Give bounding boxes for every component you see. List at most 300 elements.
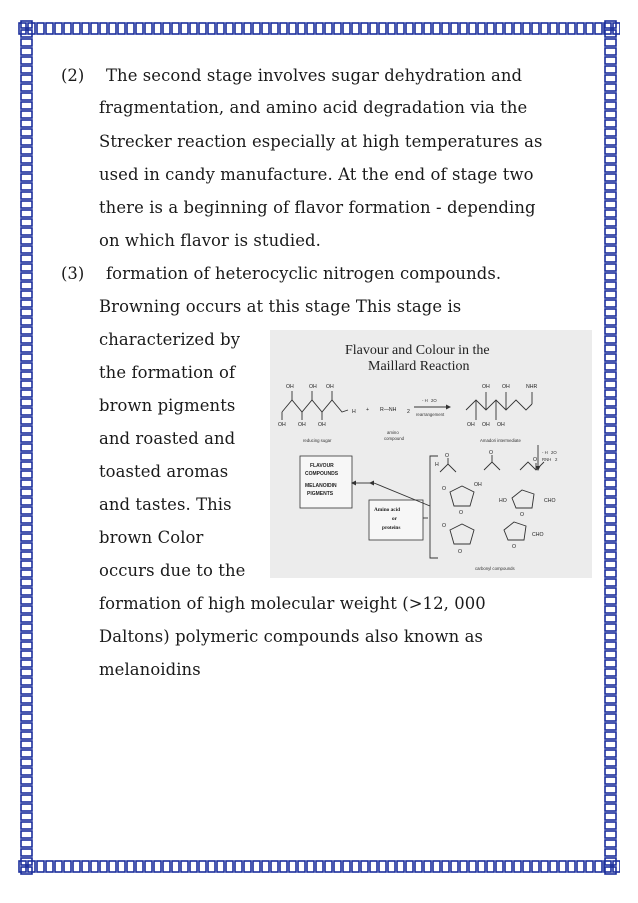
- border-chain-link: [21, 723, 32, 730]
- border-chain-link: [605, 687, 616, 694]
- border-chain-link: [605, 615, 616, 622]
- border-chain-link: [208, 861, 215, 872]
- svg-text:proteins: proteins: [382, 525, 401, 531]
- amino-acid-box: [369, 500, 428, 540]
- page-border-bottom: [18, 858, 620, 876]
- border-chain-link: [55, 23, 62, 34]
- border-chain-link: [21, 777, 32, 784]
- border-chain-link: [550, 23, 557, 34]
- border-chain-link: [21, 732, 32, 739]
- border-chain-link: [226, 23, 233, 34]
- border-chain-link: [21, 705, 32, 712]
- border-chain-link: [605, 606, 616, 613]
- border-chain-link: [21, 30, 32, 37]
- furfural-ring: [512, 490, 534, 508]
- svg-text:O: O: [459, 510, 464, 516]
- border-chain-link: [21, 660, 32, 667]
- border-chain-link: [21, 435, 32, 442]
- border-chain-link: [21, 615, 32, 622]
- border-chain-link: [21, 255, 32, 262]
- border-chain-link: [136, 861, 143, 872]
- border-chain-link: [271, 23, 278, 34]
- border-chain-link: [271, 861, 278, 872]
- border-chain-link: [541, 861, 548, 872]
- border-chain-link: [217, 861, 224, 872]
- border-chain-link: [21, 750, 32, 757]
- border-chain-link: [127, 23, 134, 34]
- border-chain-link: [64, 23, 71, 34]
- border-chain-link: [605, 174, 616, 181]
- border-chain-link: [605, 561, 616, 568]
- svg-text:O: O: [520, 512, 525, 518]
- border-chain-link: [21, 201, 32, 208]
- border-chain-link: [379, 23, 386, 34]
- border-chain-link: [82, 861, 89, 872]
- border-chain-link: [605, 678, 616, 685]
- border-chain-link: [136, 23, 143, 34]
- border-chain-link: [605, 570, 616, 577]
- border-chain-link: [406, 861, 413, 872]
- svg-text:- H: - H: [542, 450, 548, 455]
- border-chain-link: [397, 23, 404, 34]
- paragraph-line: there is a beginning of flavor formation - depending: [99, 198, 536, 217]
- border-chain-link: [605, 597, 616, 604]
- border-chain-link: [595, 23, 602, 34]
- border-chain-link: [605, 498, 616, 505]
- border-chain-link: [605, 183, 616, 190]
- border-chain-link: [73, 861, 80, 872]
- reducing-sugar-structure: [278, 384, 369, 443]
- border-chain-link: [21, 516, 32, 523]
- paragraph-line: formation of high molecular weight (>12, 000: [99, 594, 486, 613]
- border-chain-link: [172, 23, 179, 34]
- border-chain-link: [21, 786, 32, 793]
- border-chain-link: [605, 507, 616, 514]
- border-chain-link: [21, 174, 32, 181]
- border-chain-link: [334, 23, 341, 34]
- border-chain-link: [388, 23, 395, 34]
- border-chain-link: [21, 354, 32, 361]
- border-chain-link: [496, 861, 503, 872]
- border-chain-link: [451, 23, 458, 34]
- border-chain-link: [361, 23, 368, 34]
- border-chain-link: [21, 822, 32, 829]
- border-chain-link: [605, 435, 616, 442]
- border-chain-link: [605, 867, 616, 874]
- reducing-sugar-label: reducing sugar: [303, 438, 332, 443]
- paragraph-line: and roasted and: [99, 429, 236, 448]
- border-chain-link: [163, 861, 170, 872]
- border-chain-link: [605, 462, 616, 469]
- border-chain-link: [21, 93, 32, 100]
- border-chain-link: [605, 552, 616, 559]
- svg-text:HO: HO: [499, 498, 507, 504]
- border-chain-link: [605, 822, 616, 829]
- amadori-intermediate-structure: [466, 384, 537, 443]
- border-chain-link: [343, 23, 350, 34]
- h-label: H: [352, 409, 356, 415]
- border-chain-link: [605, 354, 616, 361]
- border-chain-link: [21, 597, 32, 604]
- border-chain-link: [21, 336, 32, 343]
- border-chain-link: [280, 861, 287, 872]
- border-chain-link: [262, 23, 269, 34]
- border-chain-link: [21, 543, 32, 550]
- border-chain-link: [605, 471, 616, 478]
- svg-text:OH: OH: [502, 384, 510, 390]
- border-chain-link: [21, 102, 32, 109]
- border-chain-link: [605, 201, 616, 208]
- svg-text:O: O: [458, 549, 463, 555]
- svg-text:CHO: CHO: [544, 498, 556, 504]
- svg-text:2O: 2O: [431, 398, 437, 403]
- border-chain-link: [145, 23, 152, 34]
- border-chain-link: [605, 741, 616, 748]
- border-chain-link: [235, 861, 242, 872]
- border-chain-link: [21, 462, 32, 469]
- furan-ring: [504, 522, 526, 540]
- border-chain-link: [21, 606, 32, 613]
- border-chain-link: [379, 861, 386, 872]
- border-chain-link: [568, 23, 575, 34]
- border-chain-link: [21, 804, 32, 811]
- page-border-right: [602, 20, 620, 876]
- border-chain-link: [21, 57, 32, 64]
- sugar-chain-bond: [282, 400, 348, 412]
- border-chain-link: [21, 156, 32, 163]
- border-chain-link: [496, 23, 503, 34]
- border-chain-link: [559, 23, 566, 34]
- border-chain-link: [605, 165, 616, 172]
- border-chain-link: [64, 861, 71, 872]
- border-chain-link: [21, 489, 32, 496]
- border-chain-link: [605, 237, 616, 244]
- border-chain-link: [21, 768, 32, 775]
- oh-label: OH: [318, 422, 326, 428]
- border-chain-link: [21, 579, 32, 586]
- border-chain-link: [415, 861, 422, 872]
- border-chain-link: [37, 23, 44, 34]
- oh-label: OH: [326, 384, 334, 390]
- border-chain-link: [21, 273, 32, 280]
- border-chain-link: [21, 633, 32, 640]
- border-chain-link: [316, 23, 323, 34]
- border-chain-link: [605, 120, 616, 127]
- paragraph-line: brown pigments: [99, 396, 236, 415]
- border-chain-link: [118, 861, 125, 872]
- svg-text:NHR: NHR: [526, 384, 538, 390]
- border-chain-link: [605, 282, 616, 289]
- svg-text:rearrangement: rearrangement: [416, 412, 445, 417]
- border-chain-link: [605, 516, 616, 523]
- border-chain-link: [21, 831, 32, 838]
- svg-text:COMPOUNDS: COMPOUNDS: [305, 471, 339, 477]
- border-chain-link: [109, 861, 116, 872]
- border-chain-link: [605, 777, 616, 784]
- border-chain-link: [21, 678, 32, 685]
- border-chain-link: [289, 23, 296, 34]
- border-chain-link: [586, 23, 593, 34]
- border-chain-link: [21, 66, 32, 73]
- svg-text:O: O: [489, 450, 494, 456]
- border-chain-link: [605, 30, 616, 37]
- border-chain-link: [605, 804, 616, 811]
- border-chain-link: [595, 861, 602, 872]
- amino-compound: [380, 407, 410, 441]
- svg-text:O: O: [442, 486, 447, 492]
- border-chain-link: [568, 861, 575, 872]
- border-chain-link: [253, 23, 260, 34]
- border-chain-link: [21, 138, 32, 145]
- border-chain-link: [451, 861, 458, 872]
- border-chain-link: [442, 861, 449, 872]
- border-chain-link: [307, 23, 314, 34]
- border-chain-svg: [18, 20, 36, 876]
- border-chain-link: [226, 861, 233, 872]
- border-chain-link: [577, 23, 584, 34]
- border-chain-link: [370, 861, 377, 872]
- border-chain-link: [605, 228, 616, 235]
- border-chain-link: [325, 861, 332, 872]
- border-chain-link: [244, 861, 251, 872]
- border-chain-link: [433, 23, 440, 34]
- border-chain-link: [21, 759, 32, 766]
- paragraph-line: formation of heterocyclic nitrogen compounds.: [106, 264, 502, 283]
- border-chain-link: [91, 23, 98, 34]
- border-chain-link: [21, 867, 32, 874]
- border-chain-link: [21, 849, 32, 856]
- border-chain-link: [262, 861, 269, 872]
- border-chain-link: [605, 759, 616, 766]
- border-chain-link: [21, 408, 32, 415]
- svg-text:OH: OH: [474, 482, 482, 488]
- border-chain-link: [21, 417, 32, 424]
- maillard-reaction-figure: [270, 330, 592, 578]
- border-chain-link: [21, 165, 32, 172]
- border-chain-link: [605, 444, 616, 451]
- border-chain-link: [21, 570, 32, 577]
- border-chain-link: [307, 861, 314, 872]
- border-chain-link: [352, 23, 359, 34]
- border-chain-link: [21, 381, 32, 388]
- furanone-ring: [450, 486, 474, 506]
- border-chain-link: [514, 23, 521, 34]
- border-chain-link: [478, 23, 485, 34]
- paragraph-line: and tastes. This: [99, 495, 232, 514]
- border-chain-link: [505, 861, 512, 872]
- border-chain-link: [605, 399, 616, 406]
- border-chain-link: [605, 48, 616, 55]
- border-chain-link: [145, 861, 152, 872]
- border-chain-link: [605, 327, 616, 334]
- border-chain-link: [605, 705, 616, 712]
- border-chain-link: [21, 345, 32, 352]
- border-chain-link: [21, 264, 32, 271]
- border-chain-link: [253, 861, 260, 872]
- border-chain-link: [21, 480, 32, 487]
- border-chain-link: [21, 624, 32, 631]
- border-chain-link: [442, 23, 449, 34]
- border-chain-link: [21, 858, 32, 865]
- border-chain-link: [21, 39, 32, 46]
- amadori-label: Amadori intermediate: [480, 438, 521, 443]
- border-chain-link: [21, 363, 32, 370]
- border-chain-link: [199, 861, 206, 872]
- border-chain-link: [605, 309, 616, 316]
- carbonyl-structures: [435, 450, 556, 571]
- border-chain-link: [397, 861, 404, 872]
- border-chain-link: [505, 23, 512, 34]
- paragraph-line: The second stage involves sugar dehydration and: [106, 66, 523, 85]
- svg-text:OH: OH: [497, 422, 505, 428]
- border-chain-link: [91, 861, 98, 872]
- border-chain-link: [605, 831, 616, 838]
- border-chain-link: [21, 327, 32, 334]
- border-chain-link: [21, 795, 32, 802]
- border-chain-link: [605, 633, 616, 640]
- border-chain-link: [523, 23, 530, 34]
- border-chain-link: [21, 282, 32, 289]
- border-chain-link: [21, 426, 32, 433]
- border-chain-link: [605, 732, 616, 739]
- paragraph-line: Browning occurs at this stage This stage is: [99, 297, 462, 316]
- border-chain-link: [21, 534, 32, 541]
- border-chain-link: [469, 861, 476, 872]
- svg-text:OH: OH: [467, 422, 475, 428]
- border-chain-svg: [18, 858, 620, 876]
- border-chain-link: [406, 23, 413, 34]
- border-chain-link: [73, 23, 80, 34]
- border-chain-link: [605, 408, 616, 415]
- border-chain-link: [21, 120, 32, 127]
- border-chain-link: [21, 147, 32, 154]
- border-chain-link: [605, 66, 616, 73]
- border-chain-link: [361, 861, 368, 872]
- border-chain-link: [244, 23, 251, 34]
- border-chain-link: [163, 23, 170, 34]
- border-chain-link: [46, 861, 53, 872]
- border-chain-link: [433, 861, 440, 872]
- border-chain-link: [605, 84, 616, 91]
- svg-text:Amino acid: Amino acid: [374, 507, 401, 513]
- paragraph-line: brown Color: [99, 528, 204, 547]
- border-chain-link: [605, 363, 616, 370]
- border-chain-link: [605, 453, 616, 460]
- border-chain-link: [181, 23, 188, 34]
- border-chain-link: [298, 861, 305, 872]
- border-chain-link: [208, 23, 215, 34]
- border-chain-link: [21, 192, 32, 199]
- page-border-left: [18, 20, 36, 876]
- paragraph-line: fragmentation, and amino acid degradation via the: [99, 98, 528, 117]
- border-chain-link: [21, 840, 32, 847]
- border-chain-link: [424, 861, 431, 872]
- border-chain-link: [316, 861, 323, 872]
- border-chain-link: [605, 426, 616, 433]
- border-chain-link: [532, 861, 539, 872]
- border-chain-link: [21, 687, 32, 694]
- border-chain-link: [532, 23, 539, 34]
- border-chain-link: [605, 111, 616, 118]
- svg-text:R—NH: R—NH: [380, 407, 397, 413]
- border-chain-link: [21, 372, 32, 379]
- border-chain-link: [21, 246, 32, 253]
- paragraph-line: toasted aromas: [99, 462, 229, 481]
- carbonyl-compounds-label: carbonyl compounds: [475, 566, 515, 571]
- border-chain-link: [370, 23, 377, 34]
- border-chain-link: [21, 183, 32, 190]
- border-chain-link: [605, 723, 616, 730]
- svg-text:O: O: [533, 457, 538, 463]
- border-chain-link: [605, 246, 616, 253]
- svg-text:MELANOIDIN: MELANOIDIN: [305, 483, 337, 489]
- border-chain-link: [21, 390, 32, 397]
- border-chain-link: [217, 23, 224, 34]
- border-chain-svg: [18, 20, 620, 38]
- border-chain-link: [605, 588, 616, 595]
- rearrangement-arrow: [414, 398, 451, 417]
- border-chain-link: [154, 23, 161, 34]
- svg-text:compound: compound: [384, 436, 405, 441]
- lactone-ring: [450, 524, 474, 544]
- svg-text:O: O: [512, 544, 517, 550]
- border-chain-link: [559, 861, 566, 872]
- border-chain-link: [605, 264, 616, 271]
- svg-text:OH: OH: [482, 384, 490, 390]
- border-chain-link: [605, 210, 616, 217]
- border-chain-link: [605, 660, 616, 667]
- border-chain-link: [21, 696, 32, 703]
- border-chain-link: [21, 525, 32, 532]
- border-chain-link: [181, 861, 188, 872]
- svg-text:+: +: [366, 407, 370, 413]
- border-chain-link: [190, 861, 197, 872]
- svg-text:H: H: [435, 462, 439, 468]
- border-chain-link: [325, 23, 332, 34]
- border-chain-link: [352, 861, 359, 872]
- oh-label: OH: [286, 384, 294, 390]
- border-chain-link: [605, 21, 616, 28]
- border-chain-link: [605, 57, 616, 64]
- border-chain-link: [605, 579, 616, 586]
- border-chain-link: [21, 588, 32, 595]
- border-chain-link: [605, 75, 616, 82]
- border-chain-link: [21, 651, 32, 658]
- border-chain-link: [541, 23, 548, 34]
- border-chain-link: [21, 741, 32, 748]
- border-chain-link: [605, 147, 616, 154]
- svg-text:2: 2: [407, 409, 410, 415]
- paragraph-line: melanoidins: [99, 660, 201, 679]
- border-chain-link: [605, 219, 616, 226]
- border-chain-link: [586, 861, 593, 872]
- border-chain-link: [605, 156, 616, 163]
- svg-text:or: or: [392, 516, 397, 522]
- border-chain-link: [605, 849, 616, 856]
- border-chain-link: [605, 714, 616, 721]
- border-chain-link: [605, 336, 616, 343]
- border-chain-link: [605, 543, 616, 550]
- border-chain-link: [605, 300, 616, 307]
- paragraph-line: the formation of: [99, 363, 236, 382]
- svg-text:RNH: RNH: [542, 457, 552, 462]
- border-chain-link: [605, 102, 616, 109]
- border-chain-link: [21, 552, 32, 559]
- border-chain-link: [21, 21, 32, 28]
- border-chain-link: [21, 498, 32, 505]
- paragraph-number: (2): [61, 66, 85, 85]
- border-chain-link: [605, 525, 616, 532]
